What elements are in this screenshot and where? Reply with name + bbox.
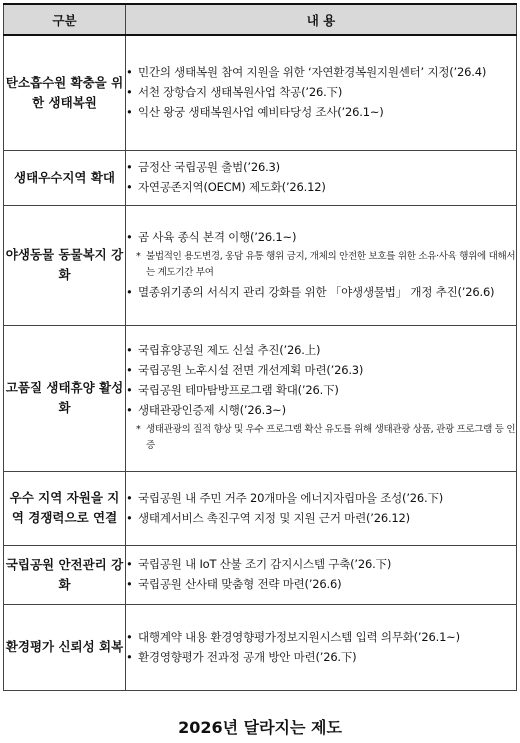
- row-content: [126, 205, 517, 325]
- row-category: 탄소흡수원 확충을 위한 생태복원: [4, 35, 126, 150]
- policy-table: [3, 3, 517, 691]
- table-row: [4, 545, 517, 604]
- table-row: [4, 325, 517, 471]
- bullet-item: • 대행계약 내용 환경영향평가정보지원시스템 입력 의무화(’26.1~): [126, 629, 516, 646]
- row-content: [126, 604, 517, 690]
- bullet-item: • 국립공원 노후시설 전면 개선계획 마련(’26.3): [126, 362, 516, 379]
- header-category: 구분: [4, 4, 126, 35]
- row-content: [126, 35, 517, 150]
- row-category: 환경평가 신뢰성 회복: [4, 604, 126, 690]
- bullet-item: • 생태관광인증제 시행(’26.3~): [126, 402, 516, 419]
- row-content: [126, 325, 517, 471]
- bullet-item: • 국립휴양공원 제도 신설 추진(’26.上): [126, 342, 516, 359]
- row-category: 우수 지역 자원을 지역 경쟁력으로 연결: [4, 471, 126, 545]
- bullet-item: • 금정산 국립공원 출범(’26.3): [126, 159, 516, 176]
- bullet-item: • 국립공원 내 주민 거주 20개마을 에너지자립마을 조성(’26.下): [126, 490, 516, 507]
- bullet-item: • 서천 장항습지 생태복원사업 착공(’26.下): [126, 84, 516, 101]
- bullet-item: • 국립공원 테마탐방프로그램 확대(’26.下): [126, 382, 516, 399]
- header-content: 내 용: [126, 4, 517, 35]
- table-row: [4, 35, 517, 150]
- bullet-item: • 민간의 생태복원 참여 지원을 위한 ‘자연환경복원지원센터’ 지정(’26.4): [126, 64, 516, 81]
- note-text: * 불법적인 용도변경, 웅담 유통 행위 금지, 개체의 안전한 보호를 위한 소유·사육 행위에 대해서는 계도기간 부여: [126, 249, 516, 281]
- row-content: [126, 545, 517, 604]
- bullet-item: • 익산 왕궁 생태복원사업 예비타당성 조사(’26.1~): [126, 104, 516, 121]
- table-row: [4, 205, 517, 325]
- bullet-item: • 국립공원 산사태 맞춤형 전략 마련(’26.6): [126, 576, 516, 593]
- bullet-item: • 환경영향평가 전과정 공개 방안 마련(’26.下): [126, 649, 516, 666]
- row-content: [126, 471, 517, 545]
- caption: 2026년 달라지는 제도: [178, 718, 342, 737]
- note-text: * 생태관광의 질적 향상 및 우수 프로그램 확산 유도를 위해 생태관광 상품, 관광 프로그램 등 인증: [126, 422, 516, 454]
- table-row: [4, 604, 517, 690]
- row-category: 고품질 생태휴양 활성화: [4, 325, 126, 471]
- row-content: [126, 150, 517, 205]
- bullet-item: • 자연공존지역(OECM) 제도화(’26.12): [126, 179, 516, 196]
- row-category: 야생동물 동물복지 강화: [4, 205, 126, 325]
- bullet-item: • 곰 사육 종식 본격 이행(’26.1~): [126, 229, 516, 246]
- bullet-item: • 생태계서비스 촉진구역 지정 및 지원 근거 마련(’26.12): [126, 510, 516, 527]
- table-row: [4, 471, 517, 545]
- table-row: [4, 150, 517, 205]
- row-category: 생태우수지역 확대: [4, 150, 126, 205]
- row-category: 국립공원 안전관리 강화: [4, 545, 126, 604]
- bullet-item: • 국립공원 내 IoT 산불 조기 감지시스템 구축(’26.下): [126, 556, 516, 573]
- header-row: [4, 4, 517, 35]
- bullet-item: • 멸종위기종의 서식지 관리 강화를 위한 「야생생물법」 개정 추진(’26.6): [126, 284, 516, 301]
